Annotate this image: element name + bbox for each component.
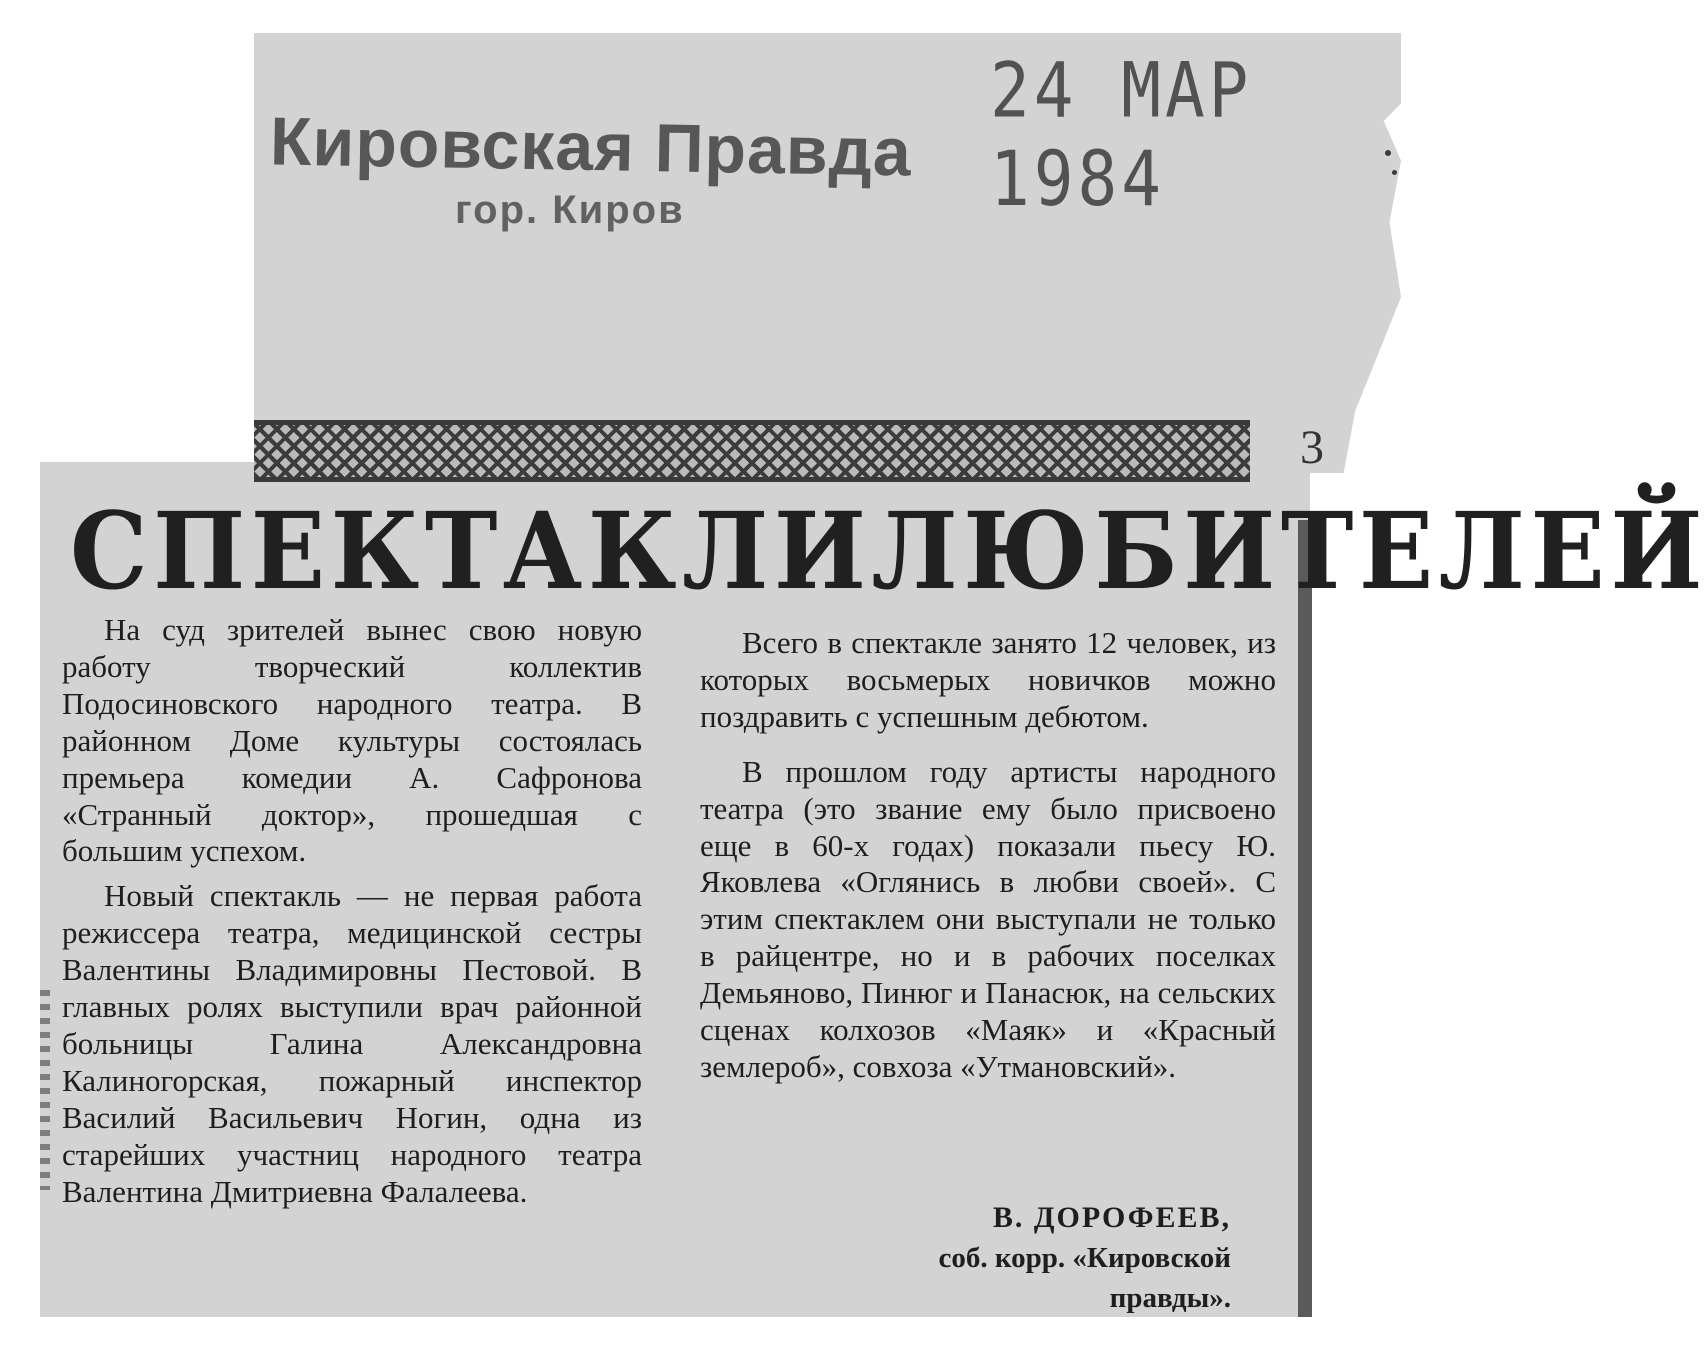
margin-fragment: 3 <box>1300 421 1324 474</box>
article-left-column <box>62 612 642 1211</box>
date-stamp: 24 МАР 1984 <box>990 46 1253 224</box>
article-paragraph: В прошлом году артисты народного театра (это звание ему было присвоено еще в 60-х годах) показали пьесу Ю. Яковлева «Оглянись в любви своей». С этим спектаклем они выступали не только в райцентре, но и в рабочих поселках Демьяново, Пинюг и Панасюк, на сельских сценах колхозов «Маяк» и «Красный землероб», совхоза «Утмановский». <box>700 753 1276 1084</box>
article-paragraph: Всего в спектакле занято 12 человек, из которых восьмерых новичков можно поздравить с успешным дебютом. <box>700 625 1276 734</box>
newspaper-stamp: Кировская Правда <box>269 103 913 191</box>
city-stamp: гор. Киров <box>455 188 685 232</box>
author-title-cont: правды». <box>1109 1282 1231 1314</box>
author-title: соб. корр. «Кировской <box>938 1242 1231 1274</box>
paper-edge-shadow <box>1298 520 1312 1317</box>
article-right-column <box>700 625 1276 1086</box>
margin-wave-mark <box>40 990 50 1190</box>
article-paragraph: Новый спектакль — не первая работа режиссера театра, медицинской сестры Валентины Владимировны Пестовой. В главных ролях выступили врач районной больницы Галина Александровна Калиногорская, пожарный инспектор Василий Васильевич Ногин, одна из старейших участниц народного театра Валентина Дмитриевна Фалалеева. <box>62 878 642 1209</box>
article-paragraph: На суд зрителей вынес свою новую работу творческий коллектив Подосиновского народного театра. В районном Доме культуры состоялась премьера комедии А. Сафронова «Странный доктор», прошедшая с большим успехом. <box>62 612 642 869</box>
article-byline <box>938 1198 1231 1318</box>
article-headline <box>70 488 1708 613</box>
ornamental-border <box>254 420 1250 482</box>
headline-word-1: СПЕКТАКЛИ <box>70 488 872 613</box>
headline-word-2: ЛЮБИТЕЛЕЙ <box>871 488 1708 613</box>
author-name: В. ДОРОФЕЕВ, <box>992 1201 1231 1234</box>
